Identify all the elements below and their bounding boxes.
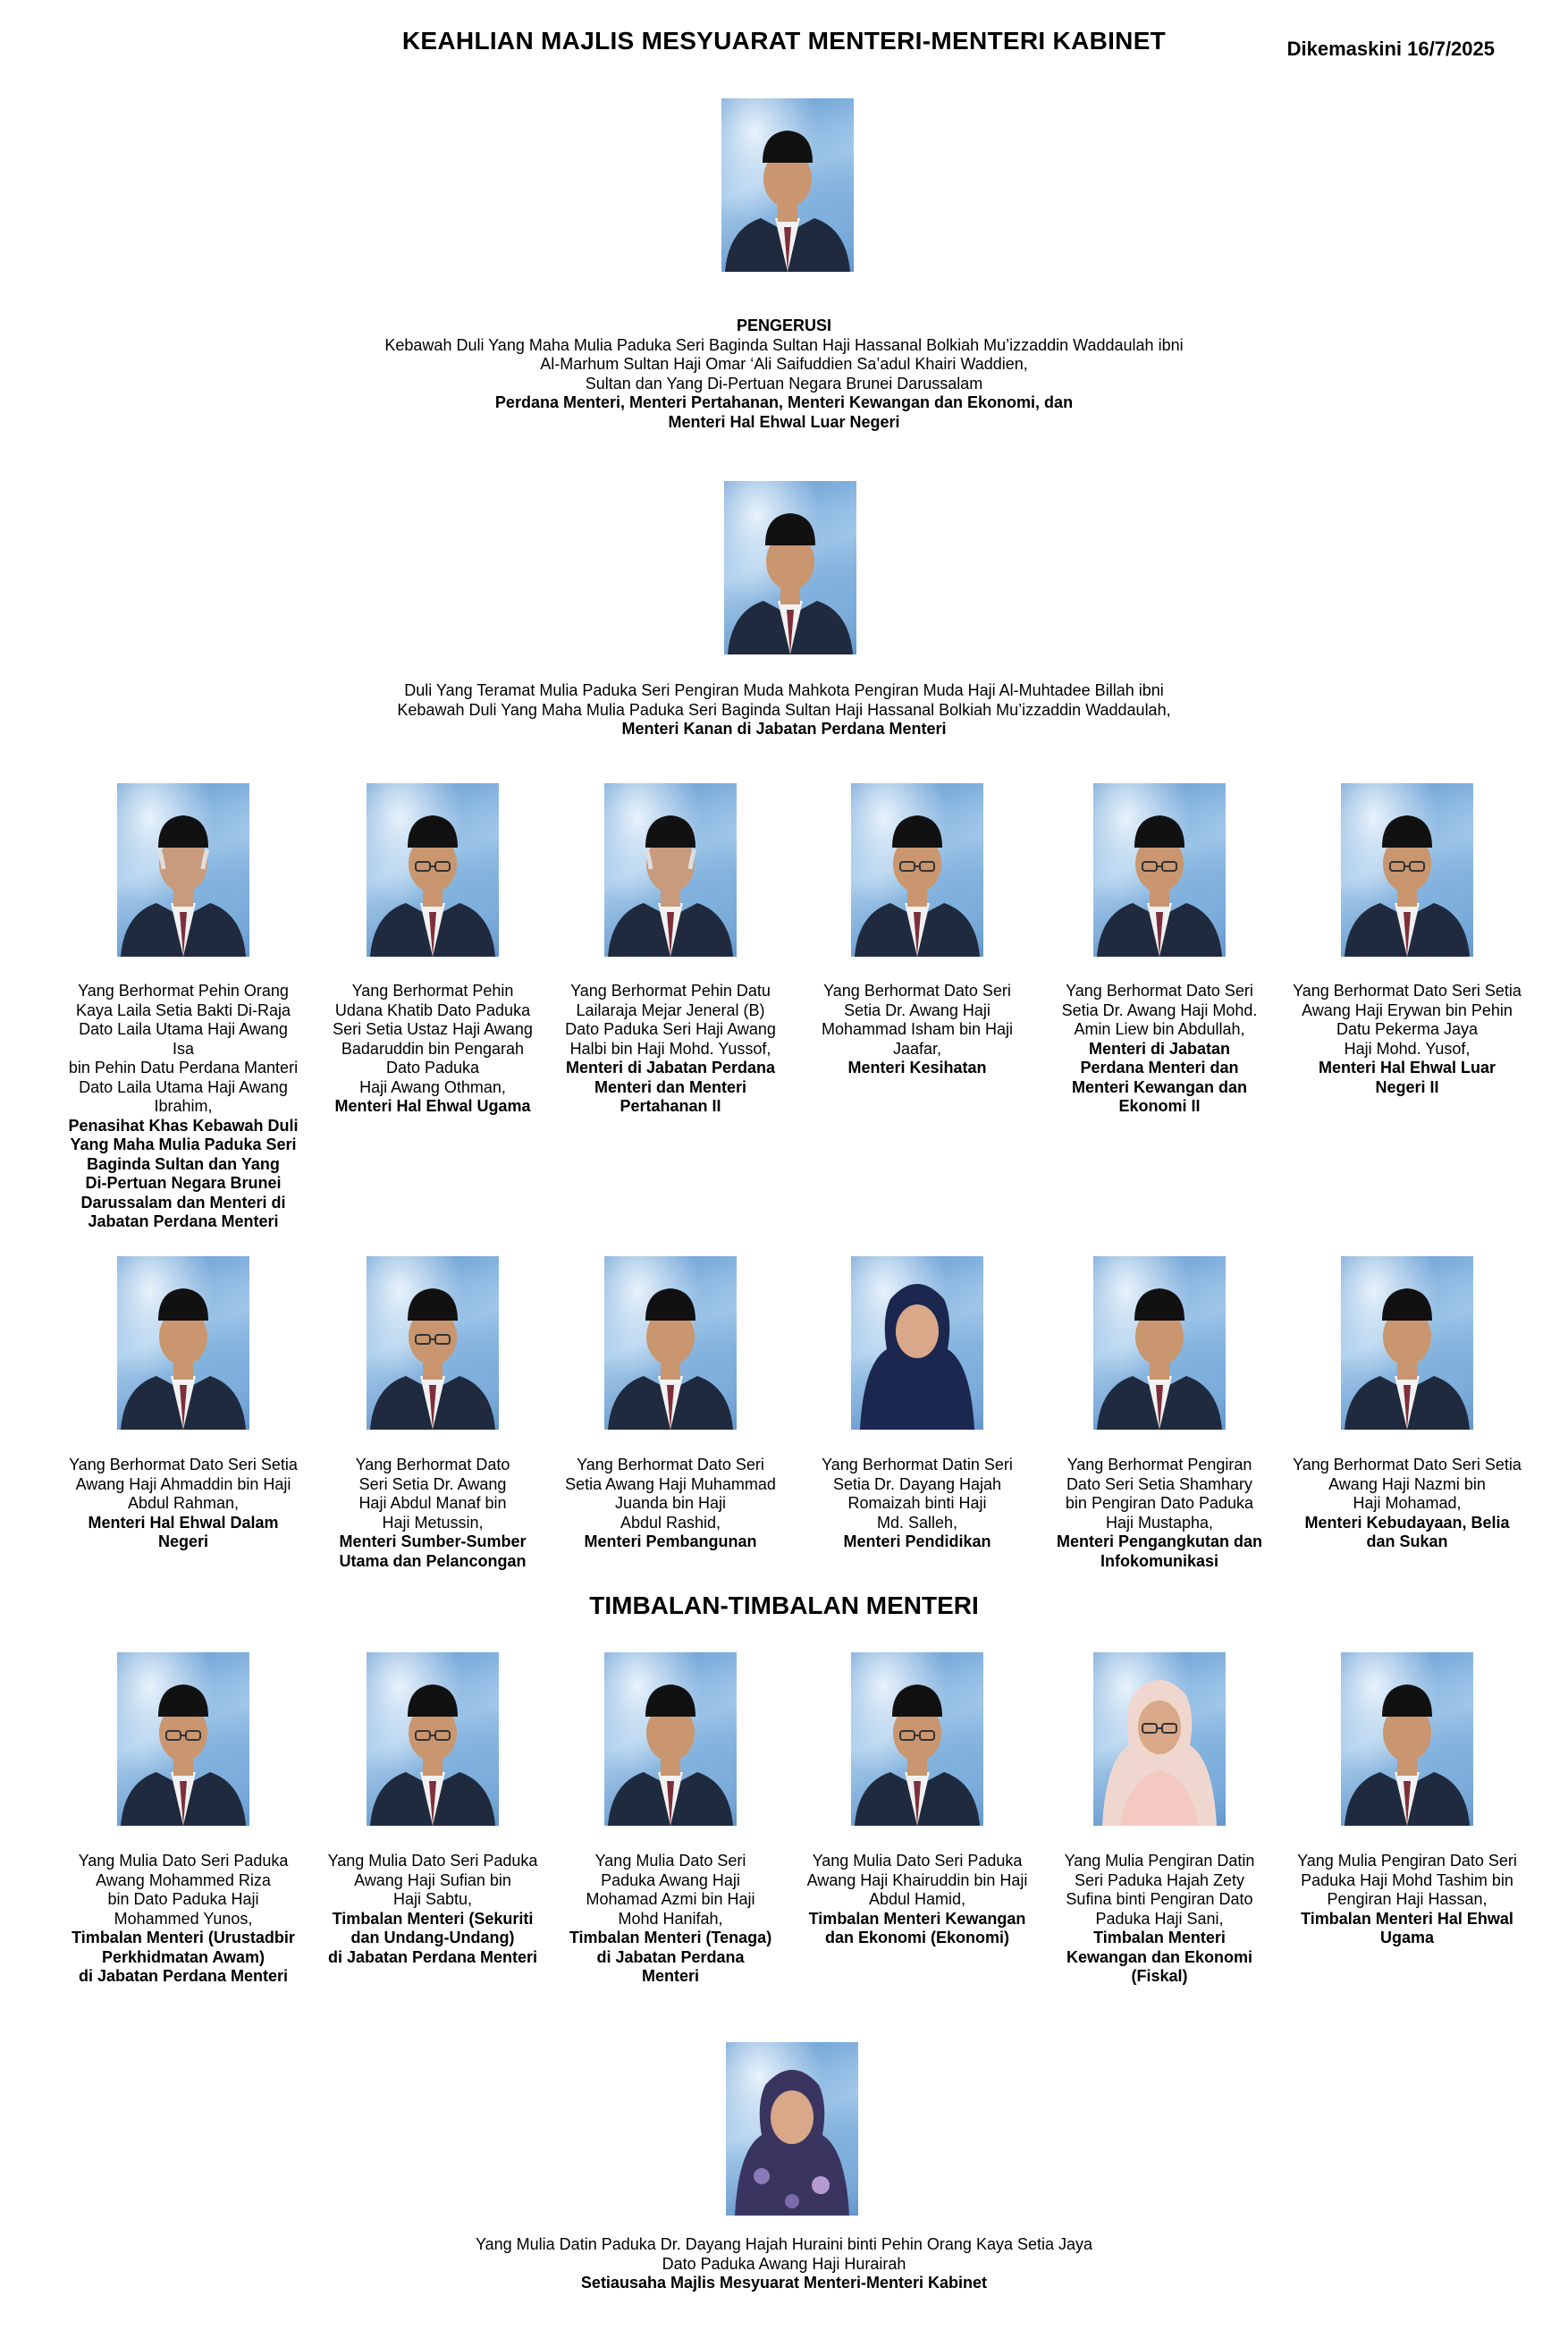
minister-r1-text-4	[800, 982, 1034, 1078]
person-name-line: Haji Mohamad,	[1353, 1494, 1462, 1512]
person-name-line: Setia Dr. Awang Haji	[844, 1000, 991, 1019]
person-role-line: Menteri Pembangunan	[584, 1532, 757, 1550]
person-name-line: Yang Berhormat Dato Seri	[1066, 982, 1253, 1000]
portrait-minister-r2-5	[1093, 1256, 1226, 1430]
person-role-line: Yang Maha Mulia Paduka Seri	[70, 1136, 297, 1153]
person-name-line: Setia Dr. Awang Haji Mohd.	[1061, 1000, 1258, 1019]
person-name-line: Mohammad Isham bin Haji	[821, 1020, 1014, 1038]
person-role-line: Menteri Kebudayaan, Belia	[1304, 1513, 1510, 1532]
portrait-deputy-2	[367, 1652, 499, 1826]
minister-r2-text-6	[1290, 1456, 1524, 1552]
portrait-minister-r2-4	[851, 1256, 983, 1430]
person-role-line: Kewangan dan Ekonomi	[1066, 1947, 1253, 1966]
person-role-line: Negeri	[157, 1532, 209, 1550]
person-role-line: Menteri Kewangan dan	[1071, 1077, 1248, 1096]
person-role-line: Timbalan Menteri Kewangan	[808, 1909, 1026, 1928]
portrait-deputy-1	[117, 1652, 249, 1826]
chairman-line: Kebawah Duli Yang Maha Mulia Paduka Seri Baginda Sultan Haji Hassanal Bolkiah Mu’izzaddin Waddaulah ibni	[384, 335, 1184, 354]
person-role-line: Menteri Kesihatan	[847, 1059, 987, 1076]
deputy-section-title: TIMBALAN-TIMBALAN MENTERI	[589, 1591, 979, 1619]
person-role-line: di Jabatan Perdana Menteri	[78, 1967, 289, 1985]
person-role-line: Baginda Sultan dan Yang	[87, 1154, 280, 1173]
person-name-line: Setia Awang Haji Muhammad	[565, 1474, 776, 1493]
person-name-line: Lailaraja Mejar Jeneral (B)	[576, 1000, 765, 1019]
portrait-deputy-3	[604, 1652, 737, 1826]
person-role-line: Timbalan Menteri	[1093, 1929, 1226, 1946]
person-name-line: Mohamad Azmi bin Haji	[586, 1890, 755, 1908]
person-role-line: Timbalan Menteri (Sekuriti	[332, 1909, 534, 1928]
minister-r2-text-4	[800, 1456, 1034, 1552]
person-name-line: Datu Pekerma Jaya	[1336, 1020, 1479, 1038]
portrait-minister-r1-2	[367, 783, 499, 957]
person-role-line: Ekonomi II	[1118, 1097, 1201, 1115]
person-role-line: Menteri Hal Ehwal Dalam	[88, 1513, 279, 1532]
portrait-minister-r1-1	[117, 783, 249, 957]
person-name-line: Dato Laila Utama Haji Awang	[79, 1077, 288, 1096]
person-name-line: Paduka Haji Sani,	[1095, 1909, 1224, 1928]
person-role-line: Timbalan Menteri Hal Ehwal	[1301, 1909, 1513, 1928]
portrait-deputy-4	[851, 1652, 983, 1826]
person-name-line: Mohd Hanifah,	[618, 1909, 723, 1928]
person-name-line: Yang Mulia Dato Seri	[594, 1852, 746, 1870]
person-name-line: Seri Paduka Hajah Zety	[1074, 1870, 1245, 1889]
portrait-deputy-6	[1341, 1652, 1473, 1826]
person-role-line: Menteri Pengangkutan dan	[1056, 1532, 1263, 1550]
person-name-line: Seri Setia Dr. Awang	[358, 1474, 507, 1493]
secretary-line: Dato Paduka Awang Haji Hurairah	[662, 2254, 906, 2273]
person-name-line: Amin Liew bin Abdullah,	[1074, 1020, 1245, 1038]
chairman-line: Sultan dan Yang Di-Pertuan Negara Brunei Darussalam	[585, 374, 983, 393]
minister-r2-text-5	[1042, 1456, 1277, 1571]
person-name-line: Yang Berhormat Pehin Datu	[570, 982, 771, 1000]
person-name-line: Dato Laila Utama Haji Awang Isa	[79, 1020, 288, 1058]
portrait-minister-r1-6	[1341, 783, 1473, 957]
person-name-line: Abdul Rashid,	[620, 1513, 721, 1532]
person-role-line: Timbalan Menteri (Tenaga)	[569, 1929, 772, 1946]
person-role-line: Ugama	[1379, 1929, 1435, 1946]
person-name-line: Jaafar,	[892, 1039, 942, 1058]
person-name-line: Haji Abdul Manaf bin	[358, 1494, 507, 1512]
portrait-minister-r2-2	[367, 1256, 499, 1430]
person-role-line: Pertahanan II	[620, 1097, 721, 1115]
portrait-minister-r1-5	[1093, 783, 1226, 957]
person-name-line: Yang Mulia Dato Seri Paduka	[327, 1852, 538, 1870]
person-name-line: Sufina binti Pengiran Dato	[1066, 1890, 1253, 1908]
person-name-line: Awang Haji Nazmi bin	[1328, 1474, 1486, 1493]
person-role-line: (Fiskal)	[1131, 1967, 1188, 1985]
person-role-line: Menteri Hal Ehwal Luar	[1318, 1059, 1496, 1076]
portrait-deputy-5	[1093, 1652, 1226, 1826]
person-name-line: Kaya Laila Setia Bakti Di-Raja	[75, 1000, 291, 1019]
person-role-line: Menteri Pendidikan	[843, 1532, 991, 1550]
person-role-line: Perdana Menteri dan	[1080, 1059, 1239, 1076]
portrait-minister-r2-1	[117, 1256, 249, 1430]
person-role-line: di Jabatan Perdana	[596, 1947, 745, 1966]
secretary-line: Yang Mulia Datin Paduka Dr. Dayang Hajah Huraini binti Pehin Orang Kaya Setia Jaya	[475, 2235, 1093, 2253]
person-name-line: Romaizah binti Haji	[847, 1494, 987, 1512]
minister-r2-text-1	[66, 1456, 300, 1552]
person-name-line: Dato Paduka Seri Haji Awang	[565, 1020, 776, 1038]
chairman-block	[295, 317, 1273, 432]
person-name-line: bin Pehin Datu Perdana Manteri	[68, 1059, 299, 1076]
person-role-line: Menteri Hal Ehwal Ugama	[334, 1097, 531, 1115]
chairman-heading: PENGERUSI	[736, 317, 832, 334]
person-role-line: Perkhidmatan Awam)	[101, 1947, 266, 1966]
crown-prince-line: Duli Yang Teramat Mulia Paduka Seri Pengiran Muda Mahkota Pengiran Muda Haji Al-Muhtadee Billah ibni	[404, 681, 1164, 699]
person-name-line: Paduka Awang Haji	[601, 1870, 740, 1889]
person-name-line: Halbi bin Haji Mohd. Yussof,	[569, 1039, 771, 1058]
person-name-line: Yang Berhormat Dato Seri	[823, 982, 1011, 1000]
person-role-line: Darussalam dan Menteri di	[80, 1193, 286, 1211]
person-name-line: Awang Haji Ahmaddin bin Haji	[75, 1474, 291, 1493]
person-name-line: Yang Mulia Pengiran Dato Seri	[1297, 1852, 1517, 1870]
portrait-minister-r1-3	[604, 783, 737, 957]
minister-r2-text-2	[316, 1456, 550, 1571]
person-name-line: Yang Berhormat Dato Seri Setia	[1293, 982, 1522, 1000]
crown-prince-role: Menteri Kanan di Jabatan Perdana Menteri	[621, 720, 947, 738]
person-name-line: Yang Berhormat Dato	[355, 1456, 510, 1473]
portrait-secretary	[726, 2042, 858, 2216]
person-role-line: dan Ekonomi (Ekonomi)	[824, 1929, 1009, 1946]
person-name-line: Pengiran Haji Hassan,	[1327, 1890, 1488, 1908]
person-name-line: Dato Paduka	[385, 1059, 480, 1076]
person-name-line: Awang Haji Sufian bin	[354, 1870, 511, 1889]
chairman-line: Al-Marhum Sultan Haji Omar ‘Ali Saifuddien Sa’adul Khairi Waddien,	[540, 355, 1028, 373]
chairman-role: Menteri Hal Ehwal Luar Negeri	[668, 412, 900, 431]
crown-prince-block	[295, 681, 1273, 739]
crown-prince-line: Kebawah Duli Yang Maha Mulia Paduka Seri Baginda Sultan Haji Hassanal Bolkiah Mu’izzaddin Waddaulah,	[397, 700, 1171, 719]
person-name-line: Seri Setia Ustaz Haji Awang	[333, 1020, 533, 1038]
secretary-role: Setiausaha Majlis Mesyuarat Menteri-Menteri Kabinet	[580, 2274, 988, 2292]
portrait-minister-r1-4	[851, 783, 983, 957]
portrait-minister-r2-6	[1341, 1256, 1473, 1430]
person-role-line: Penasihat Khas Kebawah Duli	[68, 1116, 299, 1135]
person-name-line: Haji Sabtu,	[392, 1890, 473, 1908]
portrait-crown-prince	[724, 481, 856, 654]
person-name-line: Haji Mustapha,	[1105, 1513, 1214, 1532]
person-name-line: Paduka Haji Mohd Tashim bin	[1301, 1870, 1513, 1889]
person-name-line: Yang Mulia Dato Seri Paduka	[812, 1852, 1023, 1870]
person-name-line: Yang Mulia Pengiran Datin	[1064, 1852, 1255, 1870]
minister-r1-text-2	[316, 982, 550, 1117]
deputy-text-4	[800, 1852, 1034, 1948]
person-name-line: Yang Berhormat Datin Seri	[822, 1456, 1013, 1473]
page-title: KEAHLIAN MAJLIS MESYUARAT MENTERI-MENTERI KABINET	[401, 27, 1167, 55]
minister-r2-text-3	[553, 1456, 788, 1552]
deputy-text-1	[66, 1852, 300, 1987]
person-role-line: Utama dan Pelancongan	[339, 1551, 527, 1570]
person-name-line: Yang Berhormat Dato Seri	[577, 1456, 764, 1473]
person-role-line: Menteri	[641, 1967, 699, 1985]
minister-r1-text-6	[1290, 982, 1524, 1097]
minister-r1-text-1	[66, 982, 300, 1232]
person-name-line: bin Pengiran Dato Paduka	[1065, 1494, 1254, 1512]
person-name-line: Abdul Hamid,	[868, 1890, 966, 1908]
portrait-minister-r2-3	[604, 1256, 737, 1430]
person-role-line: dan Sukan	[1366, 1532, 1448, 1550]
updated-date: Dikemaskini 16/7/2025	[1286, 38, 1495, 60]
person-role-line: Di-Pertuan Negara Brunei	[85, 1174, 282, 1192]
person-name-line: Yang Berhormat Pehin Orang	[78, 982, 289, 1000]
person-name-line: Mohammed Yunos,	[114, 1909, 253, 1928]
person-name-line: Udana Khatib Dato Paduka	[334, 1000, 531, 1019]
person-name-line: Haji Awang Othman,	[359, 1077, 506, 1096]
person-role-line: Timbalan Menteri (Urustadbir	[72, 1929, 295, 1946]
person-role-line: Negeri II	[1375, 1077, 1439, 1096]
person-name-line: Awang Haji Erywan bin Pehin	[1302, 1000, 1513, 1019]
person-name-line: Haji Mohd. Yusof,	[1344, 1039, 1471, 1058]
person-role-line: Menteri di Jabatan Perdana	[565, 1059, 776, 1076]
person-name-line: Dato Seri Setia Shamhary	[1066, 1474, 1253, 1493]
person-name-line: Badaruddin bin Pengarah	[341, 1039, 525, 1058]
person-role-line: Jabatan Perdana Menteri	[88, 1212, 279, 1230]
person-name-line: Md. Salleh,	[876, 1513, 958, 1532]
minister-r1-text-5	[1042, 982, 1277, 1117]
person-role-line: Menteri di Jabatan	[1088, 1039, 1231, 1058]
person-name-line: Setia Dr. Dayang Hajah	[832, 1474, 1002, 1493]
person-name-line: Yang Berhormat Dato Seri Setia	[69, 1456, 298, 1473]
deputy-text-6	[1290, 1852, 1524, 1948]
deputy-text-5	[1042, 1852, 1277, 1987]
secretary-block	[295, 2235, 1273, 2293]
minister-r1-text-3	[553, 982, 788, 1117]
person-role-line: di Jabatan Perdana Menteri	[327, 1947, 538, 1966]
person-name-line: Yang Berhormat Pehin	[351, 982, 514, 1000]
deputy-text-3	[553, 1852, 788, 1987]
person-role-line: dan Undang-Undang)	[350, 1929, 515, 1946]
person-name-line: Ibrahim,	[154, 1097, 213, 1115]
person-name-line: bin Dato Paduka Haji	[107, 1890, 259, 1908]
person-name-line: Awang Mohammed Riza	[96, 1870, 271, 1889]
person-name-line: Juanda bin Haji	[614, 1494, 727, 1512]
person-role-line: Menteri Sumber-Sumber	[339, 1532, 527, 1550]
chairman-role: Perdana Menteri, Menteri Pertahanan, Menteri Kewangan dan Ekonomi, dan	[494, 393, 1074, 411]
person-role-line: Infokomunikasi	[1100, 1551, 1219, 1570]
person-name-line: Haji Metussin,	[382, 1513, 484, 1532]
person-name-line: Abdul Rahman,	[127, 1494, 240, 1512]
person-name-line: Yang Berhormat Dato Seri Setia	[1293, 1456, 1522, 1473]
person-name-line: Yang Mulia Dato Seri Paduka	[78, 1852, 289, 1870]
person-name-line: Yang Berhormat Pengiran	[1066, 1456, 1252, 1473]
person-name-line: Awang Haji Khairuddin bin Haji	[806, 1870, 1028, 1889]
person-role-line: Menteri dan Menteri	[594, 1077, 747, 1096]
portrait-chairman	[721, 98, 854, 272]
deputy-text-2	[316, 1852, 550, 1967]
